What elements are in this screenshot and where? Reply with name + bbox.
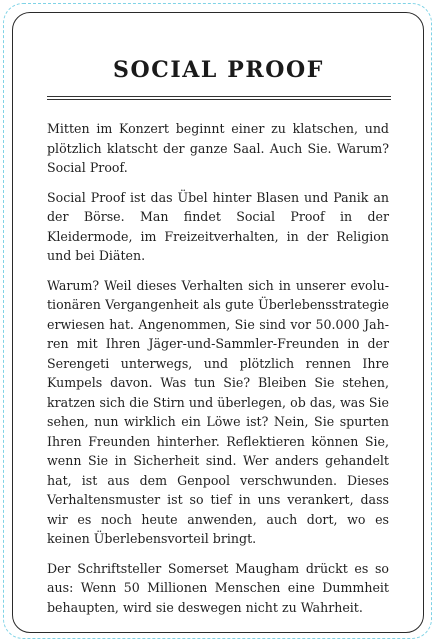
body-paragraph-1: Mitten im Konzert beginnt einer zu klatschen, und plötzlich klatscht der ganze Saal. Auch Sie. Warum? Social Proof. xyxy=(47,121,389,175)
title-rule-bottom xyxy=(47,99,391,100)
title-rule-top xyxy=(47,96,391,97)
card-body xyxy=(47,119,389,627)
card-title: SOCIAL PROOF xyxy=(112,57,325,83)
body-paragraph-4: Der Schriftsteller Somerset Maugham drückt es so aus: Wenn 50 Millionen Menschen eine Dummheit behaupten, wird sie deswegen nicht zu Wahrheit. xyxy=(47,560,389,615)
body-paragraph-3: Warum? Weil dieses Verhalten sich in unserer evolutionären Vergangenheit als gute Überlebensstrategie erwiesen hat. Angenommen, Sie sind vor 50.000 Jahren mit Ihren Jäger-und-Sammler-Freunden in der Serengeti unterwegs, und plötzlich rennen Ihre Kumpels davon. Was tun Sie? Bleiben Sie stehen, kratzen sich die Stirn und überlegen, ob das, was Sie sehen, nun wirklich ein Löwe ist? Nein, Sie spurten Ihren Freunden hinterher. Reflektieren können Sie, wenn Sie in Sicherheit sind. Wer anders gehandelt hat, ist aus dem Genpool verschwunden. Dieses Verhaltensmuster ist so tief in uns verankert, dass wir es noch heute anwenden, auch dort, wo es keinen Überlebensvorteil bringt. xyxy=(47,277,389,546)
body-paragraph-2: Social Proof ist das Übel hinter Blasen und Panik an der Börse. Man findet Social Proof in der Kleidermode, im Freizeitverhalten, in der Religion und bei Diäten. xyxy=(47,189,389,263)
